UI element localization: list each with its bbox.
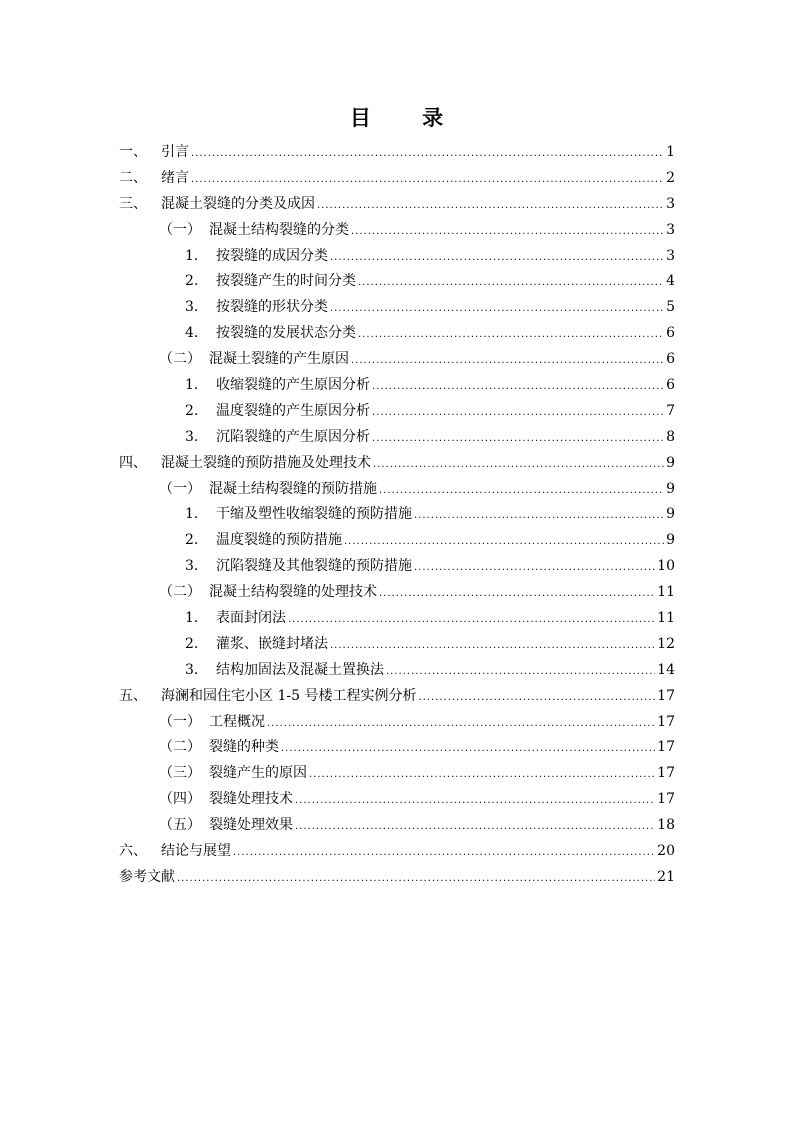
toc-entry-page-number: 1 bbox=[666, 144, 675, 160]
toc-entry[interactable] bbox=[119, 269, 675, 295]
toc-dot-leader bbox=[288, 607, 655, 633]
toc-entry[interactable] bbox=[119, 321, 675, 347]
toc-entry[interactable] bbox=[119, 865, 675, 891]
toc-entry-page-number: 14 bbox=[657, 661, 675, 678]
toc-dot-leader bbox=[379, 581, 655, 607]
toc-entry[interactable] bbox=[119, 218, 675, 244]
toc-dot-leader bbox=[358, 270, 664, 296]
toc-entry-page-number: 17 bbox=[657, 739, 675, 756]
toc-entry-number: （二） bbox=[159, 584, 201, 601]
toc-entry[interactable] bbox=[119, 632, 675, 658]
toc-entry[interactable] bbox=[119, 373, 675, 399]
toc-dot-leader bbox=[309, 762, 655, 788]
toc-entry-title: 海澜和园住宅小区 1-5 号楼工程实例分析 bbox=[161, 687, 417, 704]
toc-entry-number: 三、 bbox=[119, 195, 147, 212]
toc-dot-leader bbox=[295, 814, 655, 840]
toc-entry[interactable] bbox=[119, 606, 675, 632]
toc-dot-leader bbox=[191, 167, 664, 193]
toc-entry-title: 沉陷裂缝及其他裂缝的预防措施 bbox=[216, 558, 412, 575]
toc-entry-number: 3. bbox=[185, 558, 199, 575]
toc-dot-leader bbox=[317, 193, 664, 219]
toc-entry-title: 参考文献 bbox=[119, 868, 175, 885]
toc-entry-title: 混凝土结构裂缝的预防措施 bbox=[209, 480, 377, 497]
toc-title: 目 录 bbox=[349, 105, 466, 130]
toc-entry-number: 1. bbox=[185, 610, 199, 627]
toc-entry-page-number: 7 bbox=[666, 402, 675, 419]
toc-entry-number: （三） bbox=[159, 765, 201, 782]
toc-entry-number: 3. bbox=[185, 299, 199, 316]
toc-entry-page-number: 9 bbox=[666, 506, 675, 523]
toc-entry-page-number: 18 bbox=[657, 817, 675, 834]
toc-entry[interactable] bbox=[119, 684, 675, 710]
toc-entry-title: 收缩裂缝的产生原因分析 bbox=[216, 377, 370, 394]
toc-entry[interactable] bbox=[119, 192, 675, 218]
toc-entry[interactable] bbox=[119, 580, 675, 606]
toc-dot-leader bbox=[191, 141, 664, 167]
toc-dot-leader bbox=[330, 296, 664, 322]
toc-entry-title: 结论与展望 bbox=[161, 843, 231, 860]
toc-dot-leader bbox=[330, 633, 655, 659]
toc-entry-number: （二） bbox=[159, 351, 201, 368]
toc-entry-title: 裂缝处理技术 bbox=[209, 791, 293, 808]
toc-entry-title: 干缩及塑性收缩裂缝的预防措施 bbox=[216, 506, 412, 523]
toc-entry-number: 四、 bbox=[119, 454, 147, 471]
toc-entry-number: （四） bbox=[159, 791, 201, 808]
toc-dot-leader bbox=[373, 452, 664, 478]
toc-entry-title: 裂缝产生的原因 bbox=[209, 765, 307, 782]
table-of-contents bbox=[119, 140, 675, 891]
toc-entry[interactable] bbox=[119, 295, 675, 321]
toc-entry-page-number: 11 bbox=[657, 610, 675, 627]
toc-dot-leader bbox=[414, 503, 664, 529]
toc-entry[interactable] bbox=[119, 813, 675, 839]
toc-entry-page-number: 11 bbox=[657, 584, 675, 601]
toc-entry-page-number: 17 bbox=[657, 687, 675, 704]
toc-entry-page-number: 17 bbox=[657, 791, 675, 808]
toc-entry[interactable] bbox=[119, 502, 675, 528]
toc-entry-page-number: 6 bbox=[666, 351, 675, 368]
toc-entry-title: 按裂缝的形状分类 bbox=[216, 299, 328, 316]
toc-entry-title: 表面封闭法 bbox=[216, 610, 286, 627]
toc-entry-title: 灌浆、嵌缝封堵法 bbox=[216, 635, 328, 652]
toc-entry-page-number: 9 bbox=[666, 454, 675, 471]
toc-dot-leader bbox=[418, 685, 655, 711]
toc-entry[interactable] bbox=[119, 451, 675, 477]
toc-entry-number: 一、 bbox=[119, 144, 147, 160]
toc-dot-leader bbox=[372, 374, 664, 400]
toc-entry[interactable] bbox=[119, 528, 675, 554]
toc-entry-title: 工程概况 bbox=[209, 713, 265, 730]
toc-entry-title: 裂缝处理效果 bbox=[209, 817, 293, 834]
toc-entry-page-number: 20 bbox=[657, 843, 675, 860]
toc-entry[interactable] bbox=[119, 477, 675, 503]
toc-entry-number: 二、 bbox=[119, 169, 147, 186]
toc-entry-number: （二） bbox=[159, 739, 201, 756]
toc-entry-title: 混凝土裂缝的预防措施及处理技术 bbox=[161, 454, 371, 471]
toc-dot-leader bbox=[372, 426, 664, 452]
toc-dot-leader bbox=[351, 348, 664, 374]
toc-entry-title: 温度裂缝的产生原因分析 bbox=[216, 402, 370, 419]
toc-entry-number: 3. bbox=[185, 661, 199, 678]
toc-entry-number: 五、 bbox=[119, 687, 147, 704]
toc-entry-page-number: 5 bbox=[666, 299, 675, 316]
toc-entry-page-number: 8 bbox=[666, 428, 675, 445]
toc-entry-page-number: 3 bbox=[666, 195, 675, 212]
toc-entry[interactable] bbox=[119, 244, 675, 270]
toc-entry-number: 1. bbox=[185, 247, 199, 264]
toc-entry-title: 混凝土裂缝的分类及成因 bbox=[161, 195, 315, 212]
toc-dot-leader bbox=[233, 840, 655, 866]
toc-entry-page-number: 9 bbox=[666, 532, 675, 549]
toc-entry-number: （一） bbox=[159, 713, 201, 730]
toc-entry[interactable] bbox=[119, 761, 675, 787]
toc-entry-number: 4. bbox=[185, 325, 199, 342]
toc-entry[interactable] bbox=[119, 710, 675, 736]
toc-dot-leader bbox=[358, 322, 664, 348]
toc-entry-title: 结构加固法及混凝土置换法 bbox=[216, 661, 384, 678]
toc-entry-page-number: 4 bbox=[666, 273, 675, 290]
toc-entry-number: 3. bbox=[185, 428, 199, 445]
toc-entry[interactable] bbox=[119, 658, 675, 684]
toc-dot-leader bbox=[351, 219, 664, 245]
toc-entry-page-number: 3 bbox=[666, 221, 675, 238]
toc-entry[interactable] bbox=[119, 140, 675, 166]
toc-entry-title: 温度裂缝的预防措施 bbox=[216, 532, 342, 549]
toc-entry-title: 沉陷裂缝的产生原因分析 bbox=[216, 428, 370, 445]
toc-dot-leader bbox=[295, 788, 655, 814]
toc-dot-leader bbox=[372, 400, 664, 426]
toc-dot-leader bbox=[330, 245, 664, 271]
toc-entry-page-number: 10 bbox=[657, 558, 675, 575]
toc-entry-number: （一） bbox=[159, 480, 201, 497]
toc-entry[interactable] bbox=[119, 425, 675, 451]
toc-entry[interactable] bbox=[119, 839, 675, 865]
toc-entry-page-number: 17 bbox=[657, 765, 675, 782]
toc-entry-title: 引言 bbox=[161, 144, 189, 160]
toc-entry-page-number: 21 bbox=[657, 868, 675, 885]
toc-entry[interactable] bbox=[119, 787, 675, 813]
toc-entry-title: 混凝土结构裂缝的处理技术 bbox=[209, 584, 377, 601]
toc-entry[interactable] bbox=[119, 735, 675, 761]
toc-entry-number: 六、 bbox=[119, 843, 147, 860]
toc-entry-number: 2. bbox=[185, 273, 199, 290]
toc-dot-leader bbox=[267, 711, 655, 737]
toc-entry-title: 裂缝的种类 bbox=[209, 739, 279, 756]
toc-entry-number: 2. bbox=[185, 635, 199, 652]
toc-entry-title: 按裂缝产生的时间分类 bbox=[216, 273, 356, 290]
toc-entry-page-number: 2 bbox=[666, 169, 675, 186]
toc-entry-title: 按裂缝的成因分类 bbox=[216, 247, 328, 264]
toc-entry-title: 混凝土结构裂缝的分类 bbox=[209, 221, 349, 238]
toc-dot-leader bbox=[177, 866, 655, 892]
toc-dot-leader bbox=[379, 478, 664, 504]
toc-dot-leader bbox=[414, 555, 655, 581]
toc-entry-title: 按裂缝的发展状态分类 bbox=[216, 325, 356, 342]
toc-dot-leader bbox=[281, 736, 655, 762]
toc-dot-leader bbox=[344, 529, 664, 555]
toc-entry-number: 2. bbox=[185, 532, 199, 549]
toc-entry-page-number: 6 bbox=[666, 325, 675, 342]
toc-entry-number: （五） bbox=[159, 817, 201, 834]
toc-entry[interactable] bbox=[119, 399, 675, 425]
toc-entry-title: 混凝土裂缝的产生原因 bbox=[209, 351, 349, 368]
toc-entry-number: （一） bbox=[159, 221, 201, 238]
toc-dot-leader bbox=[386, 659, 655, 685]
toc-entry-number: 1. bbox=[185, 506, 199, 523]
toc-entry-title: 绪言 bbox=[161, 169, 189, 186]
toc-entry-page-number: 9 bbox=[666, 480, 675, 497]
toc-entry-page-number: 6 bbox=[666, 377, 675, 394]
toc-entry[interactable] bbox=[119, 166, 675, 192]
toc-entry[interactable] bbox=[119, 554, 675, 580]
toc-entry-number: 2. bbox=[185, 402, 199, 419]
toc-entry[interactable] bbox=[119, 347, 675, 373]
toc-entry-page-number: 12 bbox=[657, 635, 675, 652]
toc-entry-number: 1. bbox=[185, 377, 199, 394]
toc-entry-page-number: 17 bbox=[657, 713, 675, 730]
toc-entry-page-number: 3 bbox=[666, 247, 675, 264]
